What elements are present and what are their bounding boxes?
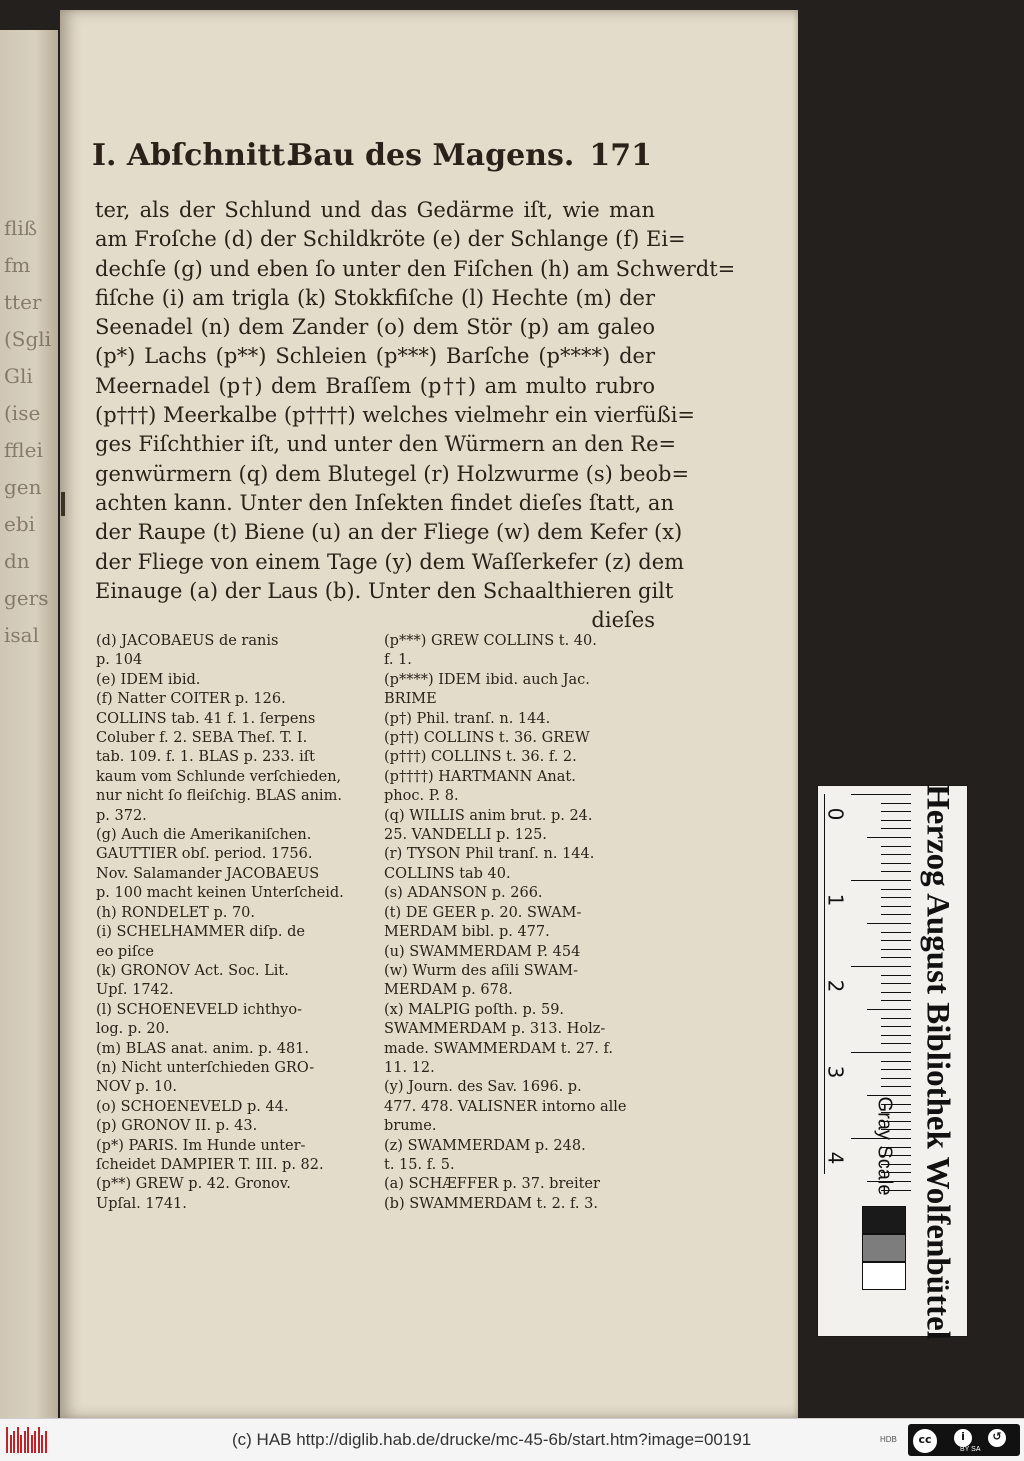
text-line: genwürmern (q) dem Blutegel (r) Holzwurme (s) beob= [95,461,690,486]
section-title: Bau des Magens. [288,138,575,173]
logo-bar [20,1435,22,1453]
ruler-tick [851,794,911,795]
footnote-line: 11. 12. [384,1059,435,1076]
ruler-tick [867,923,911,924]
ruler-number: 3 [823,1065,848,1079]
footnote-line: 25. VANDELLI p. 125. [384,827,547,844]
gray-swatch [862,1206,906,1234]
logo-bar [24,1431,26,1453]
ruler-tick [881,863,911,864]
text-line: dieſes [591,608,655,633]
logo-bar [38,1427,40,1453]
ruler-tick [881,871,911,872]
footnote-line: phoc. P. 8. [384,788,459,805]
footnote-line: (x) MALPIG poſth. p. 59. [384,1001,565,1018]
ruler-number: 0 [823,807,848,821]
ruler-tick [881,975,911,976]
footnote-line: brume. [384,1118,437,1135]
scale-ruler [817,784,968,1340]
footnote-line: p. 372. [96,807,147,824]
ruler-number: 4 [823,1151,848,1165]
by-icon: i [952,1427,974,1449]
text-line: der Raupe (t) Biene (u) an der Fliege (w) dem Kefer (x) [95,520,683,545]
footnote-line: SWAMMERDAM p. 313. Holz- [384,1021,606,1038]
footnote-line: eo piſce [96,943,154,960]
ruler-tick [881,949,911,950]
footnote-line: (w) Wurm des aſili SWAM- [384,962,579,979]
previous-page-edge [0,30,58,1418]
gray-swatch [862,1262,906,1290]
text-line: ges Fiſchthier iſt, und unter den Würmern an den Re= [95,432,677,457]
ruler-tick [881,1000,911,1001]
text-line: Einauge (a) der Laus (b). Unter den Schaalthieren gilt [95,578,674,603]
footnote-line: (b) SWAMMERDAM t. 2. f. 3. [384,1195,598,1212]
ruler-tick [881,1035,911,1036]
logo-bar [45,1431,47,1453]
footnote-line: (a) SCHÆFFER p. 37. breiter [384,1176,600,1193]
footnote-line: (p*) PARIS. Im Hunde unter- [96,1137,306,1154]
footnote-line: nur nicht ſo fleiſchig. BLAS anim. [96,788,342,805]
ruler-number: 2 [823,979,848,993]
footnote-line: (k) GRONOV Act. Soc. Lit. [96,962,289,979]
logo-bar [17,1427,19,1453]
hab-logo-icon[interactable] [6,1427,48,1453]
logo-bar [10,1435,12,1453]
ruler-tick [881,828,911,829]
footnote-line: (q) WILLIS anim brut. p. 24. [384,807,593,824]
ruler-tick [881,1043,911,1044]
ruler-tick [851,1052,911,1053]
footnote-line: (p††) COLLINS t. 36. GREW [384,730,590,747]
footnote-line: (d) JACOBAEUS de ranis [96,633,279,649]
footnote-line: (e) IDEM ibid. [96,671,201,688]
ruler-tick [881,1061,911,1062]
ruler-tick [881,914,911,915]
text-line: fiſche (i) am trigla (k) Stokkfiſche (l) Hechte (m) der [95,285,655,310]
license-label: BY SA [960,1446,981,1453]
footnote-line: (p) GRONOV II. p. 43. [96,1118,258,1135]
footnote-line: ſcheidet DAMPIER T. III. p. 82. [96,1156,324,1173]
ruler-tick [881,1018,911,1019]
footnote-line: (t) DE GEER p. 20. SWAM- [384,904,582,921]
ruler-tick [881,932,911,933]
text-line: am Froſche (d) der Schildkröte (e) der Schlange (f) Ei= [95,227,686,252]
cc-icon: cc [911,1427,939,1455]
logo-bar [34,1431,36,1453]
margin-mark [61,492,65,516]
ruler-tick [881,811,911,812]
ruler-number: 1 [823,893,848,907]
text-line: der Fliege von einem Tage (y) dem Waſſerkefer (z) dem [95,549,685,574]
page-number: 171 [589,138,652,173]
footnotes-right-column [384,632,654,1214]
ruler-tick [881,992,911,993]
footnote-line: NOV p. 10. [96,1079,177,1096]
footnote-line: (m) BLAS anat. anim. p. 481. [96,1040,310,1057]
footnote-line: f. 1. [384,652,412,669]
ruler-tick [881,940,911,941]
footnote-line: (z) SWAMMERDAM p. 248. [384,1137,586,1154]
text-line: ter, als der Schlund und das Gedärme iſt, wie man [95,198,655,222]
footnote-line: Nov. Salamander JACOBAEUS [96,865,320,882]
footnote-line: log. p. 20. [96,1021,170,1038]
sa-icon: ↺ [986,1427,1008,1449]
ruler-tick [881,1026,911,1027]
footnote-line: Upſal. 1741. [96,1195,187,1212]
text-line: Seenadel (n) dem Zander (o) dem Stör (p) am galeo [95,315,655,340]
footnote-line: tab. 109. f. 1. BLAS p. 233. iſt [96,749,315,766]
footnote-line: t. 15. f. 5. [384,1156,455,1173]
footnote-line: (i) SCHELHAMMER diſp. de [96,924,306,941]
viewer-footer [0,1418,1024,1461]
ruler-tick [867,837,911,838]
chapter-label: I. Abſchnitt. [92,138,296,173]
logo-bar [31,1435,33,1453]
ruler-tick [881,983,911,984]
footnotes-left-column [96,632,354,1214]
logo-bar [13,1431,15,1453]
ruler-tick [867,1009,911,1010]
logo-bar [6,1427,8,1453]
footnote-line: (p†††) COLLINS t. 36. f. 2. [384,749,577,766]
footnote-line: COLLINS tab. 41 f. 1. ſerpens [96,710,316,727]
small-mark: HDB [880,1435,897,1444]
footnote-line: (p††††) HARTMANN Anat. [384,768,576,785]
footnote-line: MERDAM p. 678. [384,982,513,999]
logo-bar [41,1435,43,1453]
footnote-line: (p***) GREW COLLINS t. 40. [384,633,597,649]
credit-link[interactable]: (c) HAB http://diglib.hab.de/drucke/mc-45-6b/start.htm?image=00191 [232,1430,752,1449]
ruler-tick [881,889,911,890]
ruler-tick [881,1086,911,1087]
main-text [95,196,736,635]
ruler-tick [881,854,911,855]
footnote-line: (s) ADANSON p. 266. [384,885,543,902]
footnote-line: 477. 478. VALISNER intorno alle [384,1098,627,1115]
footnote-line: made. SWAMMERDAM t. 27. f. [384,1040,613,1057]
footnote-line: (f) Natter COITER p. 126. [96,691,286,708]
footnote-line: p. 100 macht keinen Unterſcheid. [96,885,344,902]
text-line: Meernadel (p†) dem Braſſem (p††) am multo rubro [95,373,655,398]
ruler-tick [851,966,911,967]
footnote-line: (l) SCHOENEVELD ichthyo- [96,1001,302,1018]
library-name: Herzog August Bibliothek Wolfenbüttel [919,784,956,1340]
gray-swatch [862,1234,906,1262]
footnote-line: (r) TYSON Phil tranſ. n. 144. [384,846,595,863]
ruler-tick [881,1078,911,1079]
footnote-line: BRIME [384,691,437,708]
previous-page-fragments: fliß fm tter (Sgli Gli (ise fflei gen ebi dn gers isal [4,216,52,647]
ruler-tick [881,846,911,847]
footnote-line: p. 104 [96,652,143,669]
footnote-line: (y) Journ. des Sav. 1696. p. [384,1079,582,1096]
footnote-line: MERDAM bibl. p. 477. [384,924,550,941]
footnote-line: (p†) Phil. tranſ. n. 144. [384,710,551,727]
ruler-tick [881,820,911,821]
ruler-tick [881,957,911,958]
logo-bar [27,1427,29,1453]
footnote-line: (n) Nicht unterſchieden GRO- [96,1059,315,1076]
ruler-tick [881,1069,911,1070]
footnote-line: Upſ. 1742. [96,982,174,999]
running-head [92,138,652,182]
footnote-line: (u) SWAMMERDAM P. 454 [384,943,581,960]
footnote-line: COLLINS tab 40. [384,865,511,882]
footnote-line: Coluber f. 2. SEBA Theſ. T. I. [96,730,308,747]
footnote-line: (h) RONDELET p. 70. [96,904,256,921]
cc-license-badge[interactable] [908,1424,1020,1456]
text-line: (p†††) Meerkalbe (p††††) welches vielmehr ein vierfüßi= [95,403,696,428]
footnote-line: (p**) GREW p. 42. Gronov. [96,1176,291,1193]
footnote-line: kaum vom Schlunde verſchieden, [96,768,342,785]
footnote-line: (o) SCHOENEVELD p. 44. [96,1098,289,1115]
ruler-tick [881,897,911,898]
text-line: achten kann. Unter den Inſekten findet dieſes ſtatt, an [95,490,674,515]
gray-scale-label: Gray Scale [873,1096,896,1196]
ruler-tick [851,880,911,881]
text-line: dechſe (g) und eben ſo unter den Fiſchen (h) am Schwerdt= [95,256,736,281]
footnote-line: (g) Auch die Amerikaniſchen. [96,827,312,844]
footnote-line: (p****) IDEM ibid. auch Jac. [384,671,590,688]
ruler-tick [881,906,911,907]
text-line: (p*) Lachs (p**) Schleien (p***) Barſche (p****) der [95,344,655,369]
footnote-line: GAUTTIER obſ. period. 1756. [96,846,313,863]
ruler-tick [881,803,911,804]
